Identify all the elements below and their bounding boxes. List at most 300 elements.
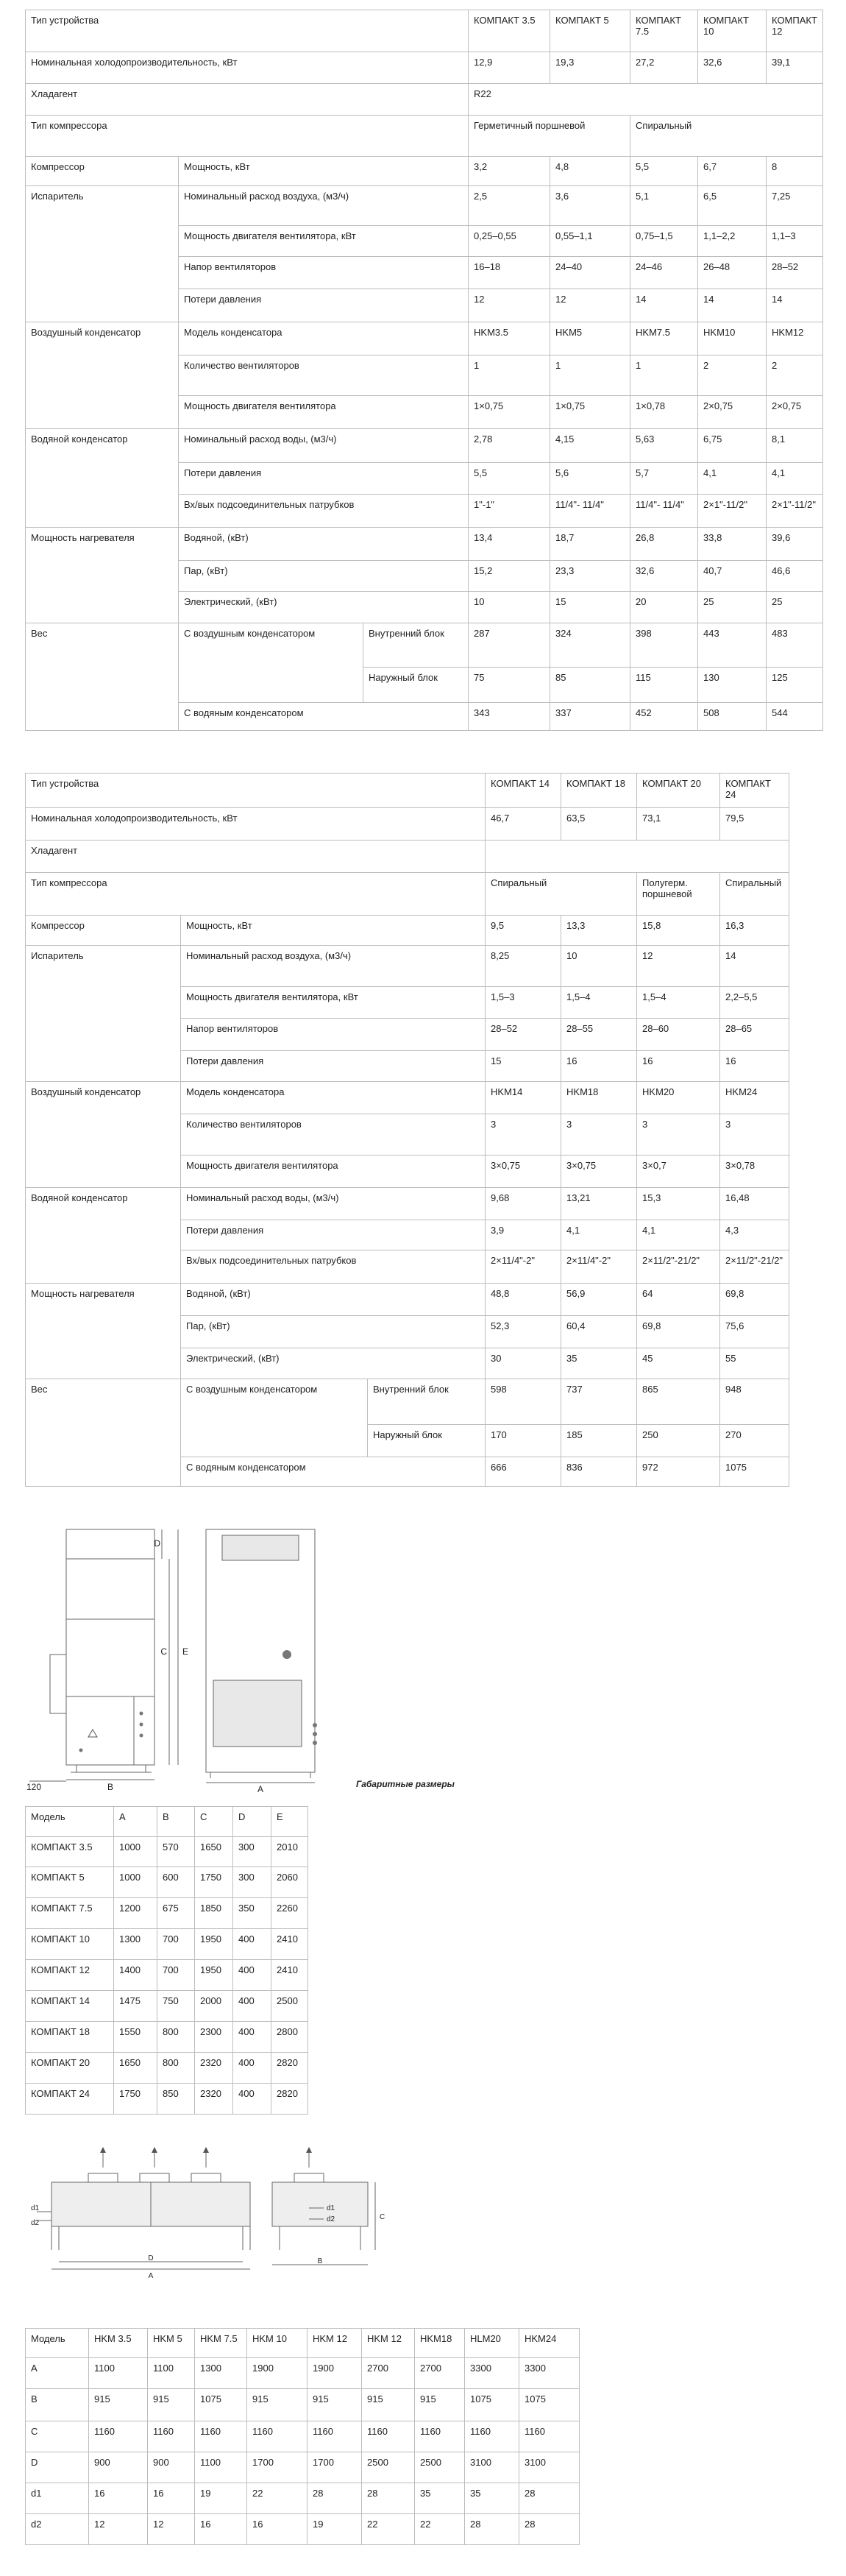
model-header: КОМПАКТ 24: [720, 774, 789, 808]
cell-value: 1160: [247, 2421, 308, 2452]
cell-value: 300: [233, 1837, 271, 1867]
cell-value: HKM5: [550, 322, 630, 355]
cell-value: 19: [308, 2514, 362, 2545]
row-label: Номинальная холодопроизводительность, кВт: [26, 52, 469, 84]
sub-label: Количество вентиляторов: [181, 1114, 486, 1156]
column-header: A: [114, 1807, 157, 1837]
dim-letter-d2: d2: [31, 2219, 40, 2227]
cell-value: 1075: [519, 2389, 580, 2421]
cell-value: 3,6: [550, 186, 630, 226]
cell-value: 63,5: [561, 808, 637, 841]
cell-value: 1×0,78: [630, 396, 698, 429]
cell-value: 1: [630, 355, 698, 396]
table-row: [26, 1898, 308, 1929]
cell-value: 900: [148, 2452, 195, 2483]
cell-value: 675: [157, 1898, 195, 1929]
cell-value: 737: [561, 1379, 637, 1425]
cell-value: 1750: [114, 2084, 157, 2115]
column-header: HKM 3.5: [89, 2329, 148, 2358]
cell-value: 5,5: [469, 463, 550, 495]
cell-value: 6,7: [698, 157, 767, 186]
cell-value: КОМПАКТ 14: [26, 1991, 114, 2022]
cell-value: 27,2: [630, 52, 698, 84]
dimensions-table-compakt: [25, 1806, 308, 2115]
cell-value: 1750: [195, 1867, 233, 1898]
sub-label: С воздушным конденсатором: [179, 623, 363, 703]
column-header: Модель: [26, 1807, 114, 1837]
cell-value: 18,7: [550, 528, 630, 561]
cell-value: 16: [195, 2514, 247, 2545]
cell-value: 4,8: [550, 157, 630, 186]
row-label: Вес: [26, 1379, 181, 1487]
cell-value: 33,8: [698, 528, 767, 561]
sub-label: Наружный блок: [368, 1425, 486, 1457]
cell-value: 16: [720, 1051, 789, 1082]
table-row: [26, 2514, 580, 2545]
cell-value: 0,55–1,1: [550, 226, 630, 257]
cell-value: 1075: [720, 1457, 789, 1487]
cell-value: 1: [469, 355, 550, 396]
cell-value: 400: [233, 2084, 271, 2115]
cell-value: 3×0,7: [637, 1156, 720, 1188]
cell-value: 3: [486, 1114, 561, 1156]
table-row: [26, 2389, 580, 2421]
column-header: HKM24: [519, 2329, 580, 2358]
table-row: [26, 2358, 580, 2389]
cell-value: 270: [720, 1425, 789, 1457]
cell-value: 343: [469, 703, 550, 731]
cell-value: 900: [89, 2452, 148, 2483]
cell-value: 865: [637, 1379, 720, 1425]
cell-value: 287: [469, 623, 550, 668]
cell-value: 972: [637, 1457, 720, 1487]
cell-value: 73,1: [637, 808, 720, 841]
cell-value: 24–40: [550, 257, 630, 289]
cell-value: 13,3: [561, 916, 637, 946]
cell-value: 3300: [519, 2358, 580, 2389]
cell-value: 40,7: [698, 561, 767, 592]
model-header: КОМПАКТ 10: [698, 10, 767, 52]
cell-value: 39,1: [767, 52, 823, 84]
cell-value: 2×1"-11/2": [767, 495, 823, 528]
cell-value: 1075: [195, 2389, 247, 2421]
cell-value: 85: [550, 668, 630, 703]
table-row: [26, 1960, 308, 1991]
dim-letter-b: B: [317, 2257, 323, 2265]
cell-value: 1550: [114, 2022, 157, 2053]
sub-label: Водяной, (кВт): [181, 1284, 486, 1316]
cell-value: 915: [415, 2389, 465, 2421]
row-label: Вес: [26, 623, 179, 731]
cell-value: 2×11/2"-21/2": [720, 1250, 789, 1284]
cell-value: 2820: [271, 2053, 308, 2084]
cell-value: 2×0,75: [698, 396, 767, 429]
cell-value: 13,4: [469, 528, 550, 561]
cell-value: 1650: [195, 1837, 233, 1867]
cell-value: 16–18: [469, 257, 550, 289]
cell-value: 2060: [271, 1867, 308, 1898]
cell-value: 28–60: [637, 1019, 720, 1051]
cell-value: 2820: [271, 2084, 308, 2115]
cell-value: 250: [637, 1425, 720, 1457]
cell-value: 300: [233, 1867, 271, 1898]
cell-value: 4,1: [561, 1220, 637, 1250]
sub-label: С воздушным конденсатором: [181, 1379, 368, 1457]
table-row: [26, 2452, 580, 2483]
row-label: Компрессор: [26, 916, 181, 946]
cell-value: 2: [698, 355, 767, 396]
cell-value: C: [26, 2421, 89, 2452]
cell-value: 15: [550, 592, 630, 623]
cell-value: 7,25: [767, 186, 823, 226]
cell-value: 8,1: [767, 429, 823, 463]
sub-label: Водяной, (кВт): [179, 528, 469, 561]
sub-label: Вх/вых подсоединительных патрубков: [179, 495, 469, 528]
column-header: HKM 12: [308, 2329, 362, 2358]
column-header: HKM18: [415, 2329, 465, 2358]
dim-letter-d2-end: d2: [327, 2215, 335, 2223]
sub-label: Модель конденсатора: [181, 1082, 486, 1114]
cell-value: 69,8: [720, 1284, 789, 1316]
cell-value: 26,8: [630, 528, 698, 561]
cell-value: 400: [233, 1929, 271, 1960]
cell-value: A: [26, 2358, 89, 2389]
cell-value: 30: [486, 1348, 561, 1379]
cell-value: 337: [550, 703, 630, 731]
model-header: КОМПАКТ 14: [486, 774, 561, 808]
spec-table-compakt-3-12: [25, 10, 823, 731]
column-header: HLM20: [465, 2329, 519, 2358]
cell-value: 5,7: [630, 463, 698, 495]
cell-value: 915: [148, 2389, 195, 2421]
cell-value: КОМПАКТ 3.5: [26, 1837, 114, 1867]
unit-dimensions-drawing: [22, 1515, 331, 1794]
cell-value: 700: [157, 1929, 195, 1960]
cell-value: 452: [630, 703, 698, 731]
cell-value: 16: [148, 2483, 195, 2514]
cell-value: 48,8: [486, 1284, 561, 1316]
sub-label: Напор вентиляторов: [179, 257, 469, 289]
cell-value: 2320: [195, 2053, 233, 2084]
cell-value: 2300: [195, 2022, 233, 2053]
row-label: Испаритель: [26, 946, 181, 1082]
cell-value: 12: [469, 289, 550, 322]
table-row: [26, 2421, 580, 2452]
cell-value: 3300: [465, 2358, 519, 2389]
cell-value: 2,78: [469, 429, 550, 463]
cell-value: 1900: [308, 2358, 362, 2389]
sub-label: С водяным конденсатором: [179, 703, 469, 731]
sub-label: Количество вентиляторов: [179, 355, 469, 396]
cell-value: B: [26, 2389, 89, 2421]
model-header: КОМПАКТ 7.5: [630, 10, 698, 52]
cell-value: 1850: [195, 1898, 233, 1929]
cell-value: 2×11/4"-2": [486, 1250, 561, 1284]
cell-value: 1900: [247, 2358, 308, 2389]
cell-value: 400: [233, 1960, 271, 1991]
cell-value: 64: [637, 1284, 720, 1316]
cell-value: 1100: [148, 2358, 195, 2389]
cell-value: 5,5: [630, 157, 698, 186]
cell-value: 19: [195, 2483, 247, 2514]
sub-label: Модель конденсатора: [179, 322, 469, 355]
row-label: Водяной конденсатор: [26, 1188, 181, 1284]
cell-value: 28: [362, 2483, 415, 2514]
cell-value: 2×1"-11/2": [698, 495, 767, 528]
cell-value: 3,2: [469, 157, 550, 186]
dimensions-table-condensers: [25, 2328, 580, 2545]
row-label: Хладагент: [26, 841, 486, 873]
cell-value: 400: [233, 2022, 271, 2053]
cell-value: 185: [561, 1425, 637, 1457]
cell-value: 52,3: [486, 1316, 561, 1348]
cell-value: 1100: [89, 2358, 148, 2389]
cell-value: 12: [148, 2514, 195, 2545]
cell-value: 598: [486, 1379, 561, 1425]
cell-value: 350: [233, 1898, 271, 1929]
cell-value: 2500: [271, 1991, 308, 2022]
cell-value: 1200: [114, 1898, 157, 1929]
sub-label: Мощность двигателя вентилятора: [179, 396, 469, 429]
row-label: Тип компрессора: [26, 116, 469, 157]
model-header: КОМПАКТ 20: [637, 774, 720, 808]
cell-value: 800: [157, 2053, 195, 2084]
row-label: Водяной конденсатор: [26, 429, 179, 528]
cell-value: КОМПАКТ 24: [26, 2084, 114, 2115]
cell-value: 125: [767, 668, 823, 703]
cell-value: 1950: [195, 1960, 233, 1991]
table-row: [26, 1991, 308, 2022]
row-label: Номинальная холодопроизводительность, кВт: [26, 808, 486, 841]
sub-label: С водяным конденсатором: [181, 1457, 486, 1487]
cell-value: 60,4: [561, 1316, 637, 1348]
sub-label: Потери давления: [181, 1220, 486, 1250]
cell-value: 24–46: [630, 257, 698, 289]
cell-value: 1300: [195, 2358, 247, 2389]
cell-value: 0,25–0,55: [469, 226, 550, 257]
cell-value: 22: [415, 2514, 465, 2545]
cell-value: 28–65: [720, 1019, 789, 1051]
cell-value: 5,1: [630, 186, 698, 226]
cell-value: 666: [486, 1457, 561, 1487]
cell-value: 3: [637, 1114, 720, 1156]
cell-value: 1160: [89, 2421, 148, 2452]
dim-label-120: 120: [26, 1782, 42, 1792]
dim-letter-d1: d1: [31, 2204, 40, 2212]
cell-value: 3×0,75: [561, 1156, 637, 1188]
cell-value: 16,48: [720, 1188, 789, 1220]
cell-value: HKM12: [767, 322, 823, 355]
sub-label: Мощность двигателя вентилятора: [181, 1156, 486, 1188]
cell-value: 2×11/2"-21/2": [637, 1250, 720, 1284]
table-row: [26, 2022, 308, 2053]
sub-label: Потери давления: [179, 463, 469, 495]
cell-value: 2: [767, 355, 823, 396]
sub-label: Мощность двигателя вентилятора, кВт: [179, 226, 469, 257]
cell-value: 6,5: [698, 186, 767, 226]
cell-value: 28–52: [486, 1019, 561, 1051]
cell-value: 28: [519, 2483, 580, 2514]
sub-label: Мощность, кВт: [179, 157, 469, 186]
cell-value: КОМПАКТ 5: [26, 1867, 114, 1898]
cell-value: Полугерм. поршневой: [637, 873, 720, 916]
cell-value: 3,9: [486, 1220, 561, 1250]
cell-value: 1160: [362, 2421, 415, 2452]
sub-label: Пар, (кВт): [181, 1316, 486, 1348]
sub-label: Потери давления: [179, 289, 469, 322]
cell-value: 12: [89, 2514, 148, 2545]
cell-value: 700: [157, 1960, 195, 1991]
cell-value: 26–48: [698, 257, 767, 289]
dim-letter-a: A: [257, 1784, 264, 1794]
cell-value: 15,8: [637, 916, 720, 946]
cell-value: HKM18: [561, 1082, 637, 1114]
cell-value: 13,21: [561, 1188, 637, 1220]
cell-value: 1×0,75: [469, 396, 550, 429]
cell-value: 25: [767, 592, 823, 623]
cell-value: 2320: [195, 2084, 233, 2115]
table-row: [26, 1867, 308, 1898]
column-header: E: [271, 1807, 308, 1837]
dim-letter-c: C: [160, 1646, 167, 1657]
dim-letter-a: A: [148, 2272, 154, 2280]
column-header: D: [233, 1807, 271, 1837]
cell-value: 324: [550, 623, 630, 668]
cell-value: HKM24: [720, 1082, 789, 1114]
cell-value: 19,3: [550, 52, 630, 84]
cell-value: 750: [157, 1991, 195, 2022]
cell-value: 2500: [415, 2452, 465, 2483]
cell-value: 25: [698, 592, 767, 623]
column-header: HKM 7.5: [195, 2329, 247, 2358]
cell-value: 1400: [114, 1960, 157, 1991]
cell-value: 398: [630, 623, 698, 668]
spec-table-compakt-14-24: [25, 773, 789, 1487]
cell-value: 3: [561, 1114, 637, 1156]
cell-value: 79,5: [720, 808, 789, 841]
cell-value: 16: [247, 2514, 308, 2545]
cell-value: 1,1–2,2: [698, 226, 767, 257]
cell-value: КОМПАКТ 20: [26, 2053, 114, 2084]
cell-value: 1700: [247, 2452, 308, 2483]
cell-value: 2700: [362, 2358, 415, 2389]
cell-value: 1000: [114, 1837, 157, 1867]
cell-value: 570: [157, 1837, 195, 1867]
cell-value: 8: [767, 157, 823, 186]
cell-value: 800: [157, 2022, 195, 2053]
sub-label: Внутренний блок: [363, 623, 469, 668]
cell-value: 0,75–1,5: [630, 226, 698, 257]
cell-value: 12: [550, 289, 630, 322]
table-row: [26, 2483, 580, 2514]
cell-value: 10: [561, 946, 637, 987]
model-header: КОМПАКТ 3.5: [469, 10, 550, 52]
row-label: Воздушный конденсатор: [26, 1082, 181, 1188]
cell-value: КОМПАКТ 7.5: [26, 1898, 114, 1929]
cell-value: 9,5: [486, 916, 561, 946]
cell-value: 915: [247, 2389, 308, 2421]
cell-value: 5,6: [550, 463, 630, 495]
cell-value: Спиральный: [486, 873, 637, 916]
cell-value: 8,25: [486, 946, 561, 987]
cell-value: КОМПАКТ 18: [26, 2022, 114, 2053]
cell-value: 915: [89, 2389, 148, 2421]
cell-value: 2260: [271, 1898, 308, 1929]
cell-value: 850: [157, 2084, 195, 2115]
sub-label: Потери давления: [181, 1051, 486, 1082]
cell-value: D: [26, 2452, 89, 2483]
cell-value: 1160: [415, 2421, 465, 2452]
cell-value: [486, 841, 789, 873]
dim-letter-b: B: [107, 1782, 114, 1792]
cell-value: 1: [550, 355, 630, 396]
cell-value: 10: [469, 592, 550, 623]
cell-value: 836: [561, 1457, 637, 1487]
column-header: HKM 10: [247, 2329, 308, 2358]
cell-value: 1075: [465, 2389, 519, 2421]
cell-value: 915: [362, 2389, 415, 2421]
cell-value: d2: [26, 2514, 89, 2545]
cell-value: КОМПАКТ 12: [26, 1960, 114, 1991]
cell-value: 23,3: [550, 561, 630, 592]
cell-value: 1300: [114, 1929, 157, 1960]
cell-value: 32,6: [698, 52, 767, 84]
table-row: [26, 1929, 308, 1960]
cell-value: 948: [720, 1379, 789, 1425]
cell-value: 130: [698, 668, 767, 703]
table-row: [26, 2053, 308, 2084]
cell-value: 11/4"- 11/4": [630, 495, 698, 528]
cell-value: 75,6: [720, 1316, 789, 1348]
table-row: [26, 1837, 308, 1867]
model-header: КОМПАКТ 18: [561, 774, 637, 808]
column-header: Модель: [26, 2329, 89, 2358]
cell-value: 2800: [271, 2022, 308, 2053]
cell-value: HKM10: [698, 322, 767, 355]
sub-label: Номинальный расход воздуха, (м3/ч): [181, 946, 486, 987]
cell-value: 22: [247, 2483, 308, 2514]
cell-value: 2×0,75: [767, 396, 823, 429]
cell-value: 39,6: [767, 528, 823, 561]
sub-label: Номинальный расход воды, (м3/ч): [179, 429, 469, 463]
dim-letter-e: E: [182, 1646, 189, 1657]
cell-value: Спиральный: [630, 116, 823, 157]
cell-value: 35: [465, 2483, 519, 2514]
cell-value: 12,9: [469, 52, 550, 84]
cell-value: 3×0,75: [486, 1156, 561, 1188]
cell-value: 5,63: [630, 429, 698, 463]
cell-value: 3×0,78: [720, 1156, 789, 1188]
row-label: Мощность нагревателя: [26, 528, 179, 623]
cell-value: 400: [233, 1991, 271, 2022]
cell-value: 35: [561, 1348, 637, 1379]
cell-value: 15: [486, 1051, 561, 1082]
column-header: C: [195, 1807, 233, 1837]
cell-value: 6,75: [698, 429, 767, 463]
row-label: Испаритель: [26, 186, 179, 322]
cell-value: 12: [637, 946, 720, 987]
dim-letter-d1-end: d1: [327, 2204, 335, 2212]
column-header: HKM 12: [362, 2329, 415, 2358]
sub-label: Мощность двигателя вентилятора, кВт: [181, 987, 486, 1019]
cell-value: R22: [469, 84, 823, 116]
cell-value: 508: [698, 703, 767, 731]
column-header: B: [157, 1807, 195, 1837]
row-label: Тип устройства: [26, 10, 469, 52]
cell-value: 32,6: [630, 561, 698, 592]
cell-value: HKM3.5: [469, 322, 550, 355]
cell-value: 2410: [271, 1929, 308, 1960]
